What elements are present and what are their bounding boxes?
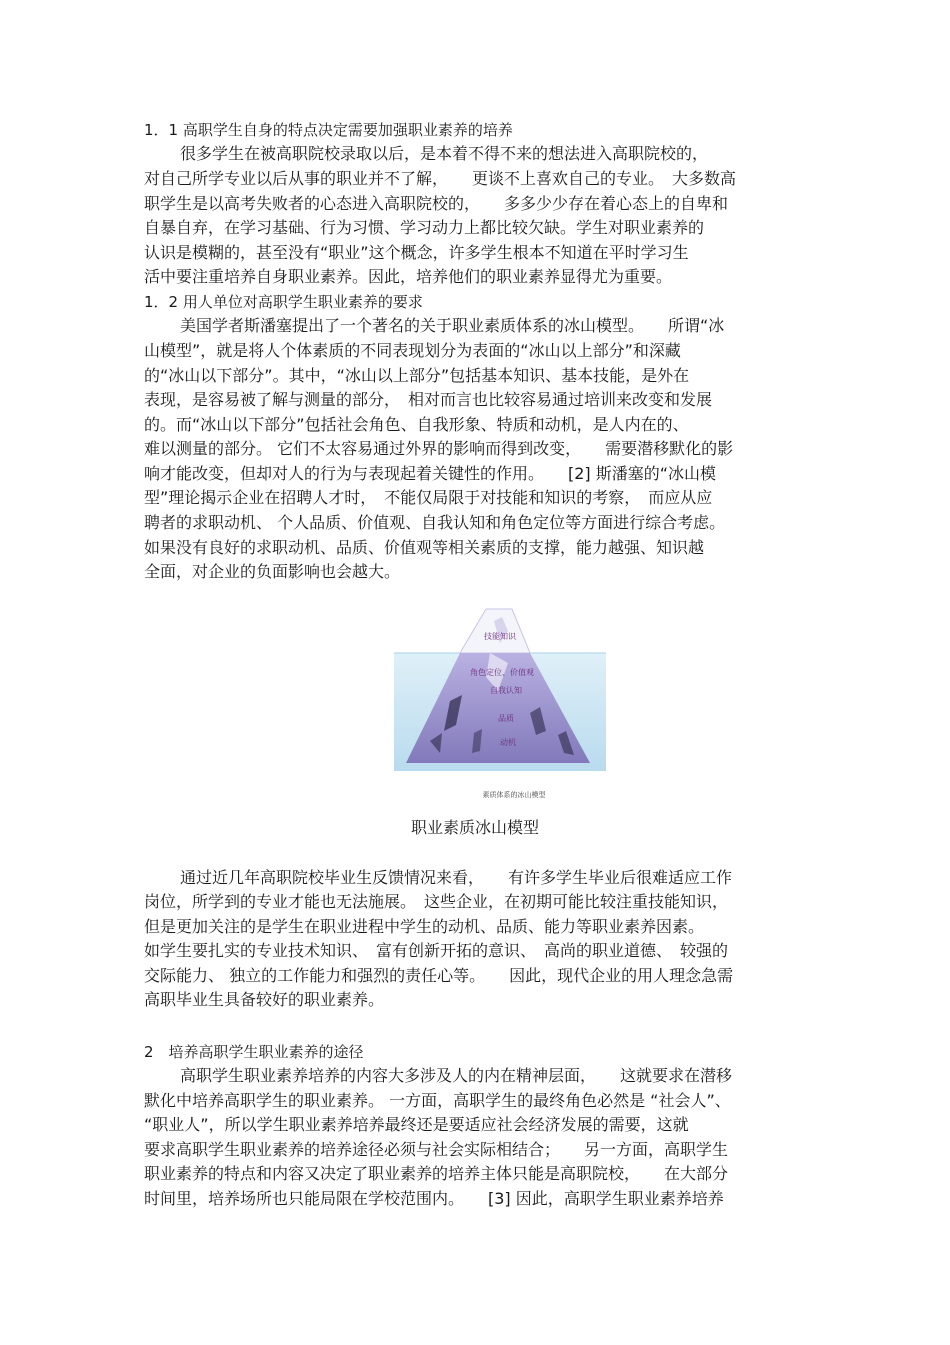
- paragraph-line: 如学生要扎实的专业技术知识、 富有创新开拓的意识、 高尚的职业道德、 较强的: [144, 941, 729, 960]
- section-heading: 2 培养高职学生职业素养的途径: [144, 1043, 364, 1061]
- paragraph-line: 要求高职学生职业素养的培养途径必须与社会实际相结合； 另一方面，高职学生: [144, 1140, 729, 1159]
- figure-caption: 职业素质冰山模型: [410, 818, 539, 837]
- paragraph-line: 高职毕业生具备较好的职业素养。: [144, 990, 385, 1009]
- paragraph-line: 认识是模糊的，甚至没有“职业”这个概念，许多学生根本不知道在平时学习生: [144, 243, 689, 262]
- iceberg-tip: [460, 609, 530, 653]
- paragraph-line: 岗位，所学到的专业才能也无法施展。 这些企业，在初期可能比较注重技能知识，: [144, 892, 729, 911]
- iceberg-illustration: [390, 603, 610, 803]
- paragraph-line: 高职学生职业素养培养的内容大多涉及人的内在精神层面， 这就要求在潜移: [180, 1066, 733, 1085]
- iceberg-label: 动机: [500, 738, 516, 747]
- paragraph-line: 聘者的求职动机、 个人品质、价值观、自我认知和角色定位等方面进行综合考虑。: [144, 513, 726, 532]
- paragraph-line: 自暴自弃，在学习基础、行为习惯、学习动力上都比较欠缺。学生对职业素养的: [144, 218, 705, 237]
- paragraph-line: 的。而“冰山以下部分”包括社会角色、自我形象、特质和动机，是人内在的、: [144, 415, 689, 434]
- iceberg-figure: [390, 603, 610, 803]
- paragraph-line: 很多学生在被高职院校录取以后，是本着不得不来的想法进入高职院校的，: [180, 144, 709, 163]
- paragraph-line: 难以测量的部分。 它们不太容易通过外界的影响而得到改变， 需要潜移默化的影: [144, 439, 734, 458]
- paragraph-line: 活中要注重培养自身职业素养。因此，培养他们的职业素养显得尤为重要。: [144, 267, 673, 286]
- paragraph-line: 山模型”，就是将人个体素质的不同表现划分为表面的“冰山以上部分”和深藏: [144, 341, 681, 360]
- paragraph-line: 通过近几年高职院校毕业生反馈情况来看， 有许多学生毕业后很难适应工作: [180, 868, 733, 887]
- paragraph-line: 对自己所学专业以后从事的职业并不了解， 更谈不上喜欢自己的专业。 大多数高: [144, 169, 737, 188]
- paragraph-line: 全面，对企业的负面影响也会越大。: [144, 562, 401, 581]
- iceberg-label: 技能知识: [484, 632, 516, 641]
- section-heading: 1．2 用人单位对高职学生职业素养的要求: [144, 293, 423, 311]
- iceberg-label: 角色定位、价值观: [470, 668, 534, 677]
- paragraph-line: 美国学者斯潘塞提出了一个著名的关于职业素质体系的冰山模型。 所谓“冰: [180, 316, 725, 335]
- paragraph-line: 职业素养的特点和内容又决定了职业素养的培养主体只能是高职院校， 在大部分: [144, 1164, 729, 1183]
- paragraph-line: 职学生是以高考失败者的心态进入高职院校的， 多多少少存在着心态上的自卑和: [144, 194, 729, 213]
- iceberg-label: 品质: [498, 714, 514, 723]
- paragraph-line: 响才能改变，但却对人的行为与表现起着关键性的作用。 [2] 斯潘塞的“冰山模: [144, 464, 717, 483]
- iceberg-label: 自我认知: [490, 686, 522, 695]
- paragraph-line: 但是更加关注的是学生在职业进程中学生的动机、品质、能力等职业素养因素。: [144, 917, 705, 936]
- paragraph-line: 时间里，培养场所也只能局限在学校范围内。 [3] 因此，高职学生职业素养培养: [144, 1189, 724, 1208]
- paragraph-line: 型”理论揭示企业在招聘人才时， 不能仅局限于对技能和知识的考察， 而应从应: [144, 488, 713, 507]
- iceberg-inner-caption: 素质体系的冰山模型: [482, 791, 546, 799]
- paragraph-line: 交际能力、 独立的工作能力和强烈的责任心等。 因此，现代企业的用人理念急需: [144, 966, 734, 985]
- paragraph-line: 表现，是容易被了解与测量的部分， 相对而言也比较容易通过培训来改变和发展: [144, 390, 713, 409]
- paragraph-line: 如果没有良好的求职动机、品质、价值观等相关素质的支撑，能力越强、知识越: [144, 538, 705, 557]
- paragraph-line: 的“冰山以下部分”。其中，“冰山以上部分”包括基本知识、基本技能，是外在: [144, 366, 690, 385]
- paragraph-line: “职业人”，所以学生职业素养培养最终还是要适应社会经济发展的需要，这就: [144, 1115, 689, 1134]
- section-heading: 1．1 高职学生自身的特点决定需要加强职业素养的培养: [144, 121, 513, 139]
- paragraph-line: 默化中培养高职学生的职业素养。 一方面，高职学生的最终角色必然是 “社会人”、: [144, 1091, 731, 1110]
